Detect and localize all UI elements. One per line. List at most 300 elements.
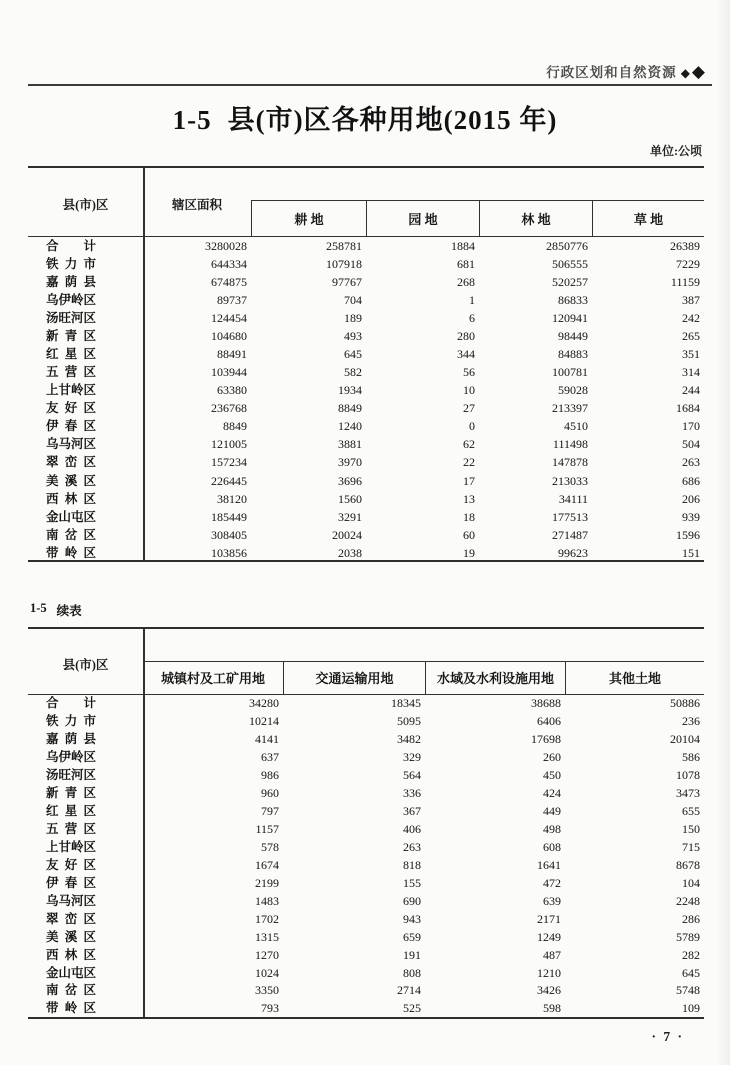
cell-value: 645 [344, 347, 362, 361]
row-label-cell [28, 454, 143, 470]
cell-value: 155 [403, 875, 421, 890]
cell-value: 1024 [255, 965, 279, 980]
cell-value: 104 [682, 875, 700, 890]
row-label-cell [28, 418, 143, 434]
cell-value: 674875 [211, 274, 247, 289]
row-label: 上甘岭区 [46, 383, 97, 398]
cell-value: 17 [463, 473, 475, 488]
cell-value: 336 [403, 786, 421, 801]
row-label-cell [28, 982, 143, 998]
table-row [28, 802, 704, 820]
table-row [28, 417, 704, 435]
cell-value: 2850776 [546, 238, 588, 253]
cell-value: 104680 [211, 328, 247, 343]
row-label: 翠峦区 [46, 455, 96, 470]
cell-value: 38120 [217, 491, 247, 506]
row-label: 西林区 [46, 947, 96, 962]
row-label-cell [28, 713, 143, 729]
cell-value: 282 [682, 947, 700, 962]
cell-value: 681 [457, 256, 475, 271]
row-label: 金山屯区 [46, 965, 97, 980]
table2-header [28, 629, 704, 695]
table-row [28, 309, 704, 327]
table-title-text: 县(市)区各种用地(2015 年) [227, 105, 558, 135]
cell-value: 34280 [249, 696, 279, 711]
cell-value: 6406 [537, 714, 561, 729]
row-label-cell [28, 400, 143, 416]
continued-table-number: 1-5 [30, 601, 47, 615]
table-row [28, 255, 704, 273]
land-use-table-1 [28, 166, 704, 562]
cell-value: 20104 [670, 732, 700, 747]
cell-value: 1934 [338, 383, 362, 398]
cell-value: 578 [261, 839, 279, 854]
cell-value: 236 [682, 714, 700, 729]
row-label: 乌伊岭区 [46, 292, 97, 307]
cell-value: 1483 [255, 893, 279, 908]
cell-value: 280 [457, 328, 475, 343]
row-label-cell [28, 509, 143, 525]
row-label: 美溪区 [46, 473, 96, 488]
cell-value: 3696 [338, 473, 362, 488]
row-label: 嘉荫县 [46, 732, 96, 747]
row-label-cell [28, 821, 143, 837]
cell-value: 26389 [670, 238, 700, 253]
page-title [0, 98, 730, 137]
table-row [28, 946, 704, 964]
row-label-cell [28, 256, 143, 272]
table-row [28, 381, 704, 399]
cell-value: 38688 [531, 696, 561, 711]
row-label-cell [28, 346, 143, 362]
table-row [28, 435, 704, 453]
cell-value: 103856 [211, 545, 247, 560]
cell-value: 111498 [552, 437, 588, 452]
row-label-cell [28, 382, 143, 398]
cell-value: 185449 [211, 509, 247, 524]
cell-value: 2199 [255, 875, 279, 890]
cell-value: 608 [543, 839, 561, 854]
table-row [28, 345, 704, 363]
cell-value: 147878 [552, 455, 588, 470]
cell-value: 960 [261, 786, 279, 801]
section-header [28, 61, 706, 82]
cell-value: 406 [403, 822, 421, 837]
table-row [28, 730, 704, 748]
cell-value: 1240 [338, 419, 362, 434]
cell-value: 2248 [676, 893, 700, 908]
row-label-cell [28, 436, 143, 452]
cell-value: 1078 [676, 768, 700, 783]
table-row [28, 291, 704, 309]
cell-value: 226445 [211, 473, 247, 488]
cell-value: 1157 [255, 822, 279, 837]
row-label: 红星区 [46, 804, 96, 819]
cell-value: 3350 [255, 983, 279, 998]
cell-value: 206 [682, 491, 700, 506]
cell-value: 520257 [552, 274, 588, 289]
row-label: 五营区 [46, 365, 96, 380]
cell-value: 236768 [211, 401, 247, 416]
cell-value: 22 [463, 455, 475, 470]
row-label-cell [28, 328, 143, 344]
table-row [28, 327, 704, 345]
cell-value: 1674 [255, 857, 279, 872]
cell-value: 244 [682, 383, 700, 398]
cell-value: 6 [469, 310, 475, 325]
table1-header [28, 168, 704, 237]
cell-value: 5748 [676, 983, 700, 998]
row-label-cell [28, 911, 143, 927]
table-row [28, 964, 704, 982]
cell-value: 59028 [558, 383, 588, 398]
cell-value: 213033 [552, 473, 588, 488]
column-header-urban-industrial: 城镇村及工矿用地 [160, 671, 265, 686]
cell-value: 60 [463, 527, 475, 542]
row-label: 美溪区 [46, 929, 96, 944]
cell-value: 586 [682, 750, 700, 765]
cell-value: 13 [463, 491, 475, 506]
cell-value: 498 [543, 822, 561, 837]
row-label: 嘉荫县 [46, 274, 96, 289]
scan-edge-shadow [716, 0, 730, 1065]
row-label: 红星区 [46, 347, 96, 361]
cell-value: 506555 [552, 256, 588, 271]
cell-value: 86833 [558, 292, 588, 307]
row-label: 汤旺河区 [46, 768, 97, 783]
cell-value: 8849 [338, 401, 362, 416]
cell-value: 120941 [552, 310, 588, 325]
cell-value: 1596 [676, 527, 700, 542]
table-row [28, 982, 704, 1000]
cell-value: 939 [682, 509, 700, 524]
cell-value: 639 [543, 893, 561, 908]
cell-value: 1560 [338, 491, 362, 506]
cell-value: 424 [543, 786, 561, 801]
cell-value: 659 [403, 929, 421, 944]
column-header-cropland: 耕 地 [251, 201, 366, 236]
row-label-cell [28, 310, 143, 326]
cell-value: 344 [457, 347, 475, 361]
cell-value: 5095 [397, 714, 421, 729]
unit-label: 单位:公顷 [650, 144, 702, 158]
cell-value: 242 [682, 310, 700, 325]
table-row [28, 399, 704, 417]
row-label-cell [28, 1000, 143, 1016]
cell-value: 3426 [537, 983, 561, 998]
row-label: 乌马河区 [46, 893, 97, 908]
row-label: 铁力市 [46, 256, 96, 271]
row-label-cell [28, 893, 143, 909]
cell-value: 260 [543, 750, 561, 765]
row-label-cell [28, 839, 143, 855]
table-number: 1-5 [172, 105, 212, 135]
row-label-cell [28, 274, 143, 290]
cell-value: 472 [543, 875, 561, 890]
cell-value: 63380 [217, 383, 247, 398]
land-use-table-2 [28, 627, 704, 1019]
cell-value: 704 [344, 292, 362, 307]
diamond-icon: ◆ [680, 66, 691, 80]
cell-value: 263 [682, 455, 700, 470]
cell-value: 1270 [255, 947, 279, 962]
table-row [28, 508, 704, 526]
cell-value: 655 [682, 804, 700, 819]
column-header-garden: 园 地 [366, 201, 479, 236]
table-row [28, 453, 704, 471]
cell-value: 103944 [211, 365, 247, 380]
cell-value: 3482 [397, 732, 421, 747]
table-row [28, 856, 704, 874]
cell-value: 1702 [255, 911, 279, 926]
cell-value: 943 [403, 911, 421, 926]
cell-value: 150 [682, 822, 700, 837]
row-label-cell [28, 473, 143, 489]
cell-value: 10 [463, 383, 475, 398]
cell-value: 121005 [211, 437, 247, 452]
row-label: 汤旺河区 [46, 310, 97, 325]
table-row [28, 766, 704, 784]
table-row [28, 928, 704, 946]
row-label-cell [28, 767, 143, 783]
cell-value: 3291 [338, 509, 362, 524]
row-label-cell [28, 965, 143, 981]
table-row [28, 273, 704, 291]
row-label: 新青区 [46, 328, 96, 343]
cell-value: 2714 [397, 983, 421, 998]
cell-value: 124454 [211, 310, 247, 325]
cell-value: 504 [682, 437, 700, 452]
row-label-cell [28, 527, 143, 543]
row-label: 五营区 [46, 822, 96, 837]
table-row [28, 748, 704, 766]
row-label-cell [28, 491, 143, 507]
cell-value: 637 [261, 750, 279, 765]
cell-value: 189 [344, 310, 362, 325]
table-row [28, 999, 704, 1017]
cell-value: 97767 [332, 274, 362, 289]
cell-value: 1249 [537, 929, 561, 944]
cell-value: 4141 [255, 732, 279, 747]
section-header-text: 行政区划和自然资源 [546, 65, 677, 80]
continued-table-text: 续表 [56, 604, 82, 618]
table-row [28, 490, 704, 508]
diamond-icon: ◆ [691, 62, 706, 81]
cell-value: 387 [682, 292, 700, 307]
cell-value: 449 [543, 804, 561, 819]
cell-value: 19 [463, 545, 475, 560]
cell-value: 88491 [217, 347, 247, 361]
cell-value: 265 [682, 328, 700, 343]
row-label: 西林区 [46, 491, 96, 506]
row-label: 铁力市 [46, 714, 96, 729]
cell-value: 109 [682, 1001, 700, 1016]
column-header-transport: 交通运输用地 [283, 662, 425, 694]
cell-value: 715 [682, 839, 700, 854]
cell-value: 645 [682, 965, 700, 980]
column-header-other-land: 其他土地 [565, 662, 704, 694]
row-label-cell [28, 695, 143, 711]
column-header-area: 辖区面积 [171, 198, 222, 212]
cell-value: 690 [403, 893, 421, 908]
cell-value: 56 [463, 365, 475, 380]
cell-value: 18 [463, 509, 475, 524]
row-header-label: 县(市)区 [62, 198, 109, 212]
table-row [28, 237, 704, 255]
row-label-cell [28, 238, 143, 254]
cell-value: 351 [682, 347, 700, 361]
cell-value: 3970 [338, 455, 362, 470]
table-row [28, 526, 704, 544]
row-label-cell [28, 929, 143, 945]
row-label: 南岔区 [46, 527, 96, 542]
cell-value: 8678 [676, 857, 700, 872]
row-label-cell [28, 731, 143, 747]
table-row [28, 544, 704, 562]
row-header-label: 县(市)区 [62, 658, 109, 672]
cell-value: 271487 [552, 527, 588, 542]
row-label-cell [28, 292, 143, 308]
cell-value: 1315 [255, 929, 279, 944]
cell-value: 644334 [211, 256, 247, 271]
row-label: 上甘岭区 [46, 839, 97, 854]
cell-value: 487 [543, 947, 561, 962]
cell-value: 1684 [676, 401, 700, 416]
cell-value: 1 [469, 292, 475, 307]
page-number: · 7 · [651, 1029, 684, 1044]
table2-subheader [143, 661, 704, 694]
row-label: 乌伊岭区 [46, 750, 97, 765]
cell-value: 10214 [249, 714, 279, 729]
row-label: 合计 [46, 696, 96, 711]
cell-value: 493 [344, 328, 362, 343]
cell-value: 3473 [676, 786, 700, 801]
row-label: 南岔区 [46, 983, 96, 998]
cell-value: 151 [682, 545, 700, 560]
cell-value: 50886 [670, 696, 700, 711]
table-row [28, 910, 704, 928]
cell-value: 263 [403, 839, 421, 854]
row-label: 合计 [46, 238, 96, 253]
cell-value: 170 [682, 419, 700, 434]
table1-body [28, 237, 704, 563]
row-label-cell [28, 749, 143, 765]
cell-value: 525 [403, 1001, 421, 1016]
row-label: 翠峦区 [46, 911, 96, 926]
cell-value: 7229 [676, 256, 700, 271]
table2-body [28, 695, 704, 1018]
cell-value: 582 [344, 365, 362, 380]
row-label-cell [28, 875, 143, 891]
row-label: 乌马河区 [46, 437, 97, 452]
cell-value: 3881 [338, 437, 362, 452]
cell-value: 797 [261, 804, 279, 819]
cell-value: 191 [403, 947, 421, 962]
row-label: 带岭区 [46, 1001, 96, 1016]
cell-value: 2171 [537, 911, 561, 926]
table-row [28, 874, 704, 892]
table-row [28, 472, 704, 490]
row-label: 伊春区 [46, 875, 96, 890]
table-row [28, 820, 704, 838]
cell-value: 367 [403, 804, 421, 819]
cell-value: 107918 [326, 256, 362, 271]
cell-value: 268 [457, 274, 475, 289]
row-label-cell [28, 364, 143, 380]
cell-value: 89737 [217, 292, 247, 307]
cell-value: 2038 [338, 545, 362, 560]
cell-value: 1641 [537, 857, 561, 872]
cell-value: 808 [403, 965, 421, 980]
row-label: 带岭区 [46, 545, 96, 560]
cell-value: 258781 [326, 238, 362, 253]
cell-value: 314 [682, 365, 700, 380]
cell-value: 213397 [552, 401, 588, 416]
table-row [28, 784, 704, 802]
cell-value: 793 [261, 1001, 279, 1016]
cell-value: 0 [469, 419, 475, 434]
cell-value: 157234 [211, 455, 247, 470]
cell-value: 598 [543, 1001, 561, 1016]
cell-value: 100781 [552, 365, 588, 380]
row-label: 友好区 [46, 401, 96, 416]
column-header-forest: 林 地 [479, 201, 592, 236]
cell-value: 4510 [564, 419, 588, 434]
cell-value: 98449 [558, 328, 588, 343]
cell-value: 986 [261, 768, 279, 783]
cell-value: 286 [682, 911, 700, 926]
table-row [28, 695, 704, 713]
cell-value: 84883 [558, 347, 588, 361]
cell-value: 450 [543, 768, 561, 783]
row-label: 新青区 [46, 786, 96, 801]
cell-value: 62 [463, 437, 475, 452]
cell-value: 17698 [531, 732, 561, 747]
row-label-cell [28, 545, 143, 561]
column-header-water-facilities: 水域及水利设施用地 [425, 662, 565, 694]
cell-value: 5789 [676, 929, 700, 944]
table-row [28, 838, 704, 856]
row-label-cell [28, 785, 143, 801]
cell-value: 1884 [451, 238, 475, 253]
table-row [28, 892, 704, 910]
cell-value: 11159 [670, 274, 700, 289]
cell-value: 3280028 [205, 238, 247, 253]
row-label: 金山屯区 [46, 509, 97, 524]
row-label: 友好区 [46, 857, 96, 872]
row-label-cell [28, 857, 143, 873]
header-rule [28, 84, 712, 86]
table-row [28, 712, 704, 730]
cell-value: 18345 [391, 696, 421, 711]
cell-value: 177513 [552, 509, 588, 524]
row-label-cell [28, 803, 143, 819]
cell-value: 1210 [537, 965, 561, 980]
continued-table-label [30, 601, 82, 619]
cell-value: 27 [463, 401, 475, 416]
cell-value: 308405 [211, 527, 247, 542]
table-row [28, 363, 704, 381]
cell-value: 99623 [558, 545, 588, 560]
row-label: 伊春区 [46, 419, 96, 434]
row-label-cell [28, 947, 143, 963]
cell-value: 818 [403, 857, 421, 872]
cell-value: 329 [403, 750, 421, 765]
table1-subheader [251, 200, 704, 236]
cell-value: 20024 [332, 527, 362, 542]
cell-value: 34111 [558, 491, 588, 506]
column-header-grassland: 草 地 [592, 201, 704, 236]
